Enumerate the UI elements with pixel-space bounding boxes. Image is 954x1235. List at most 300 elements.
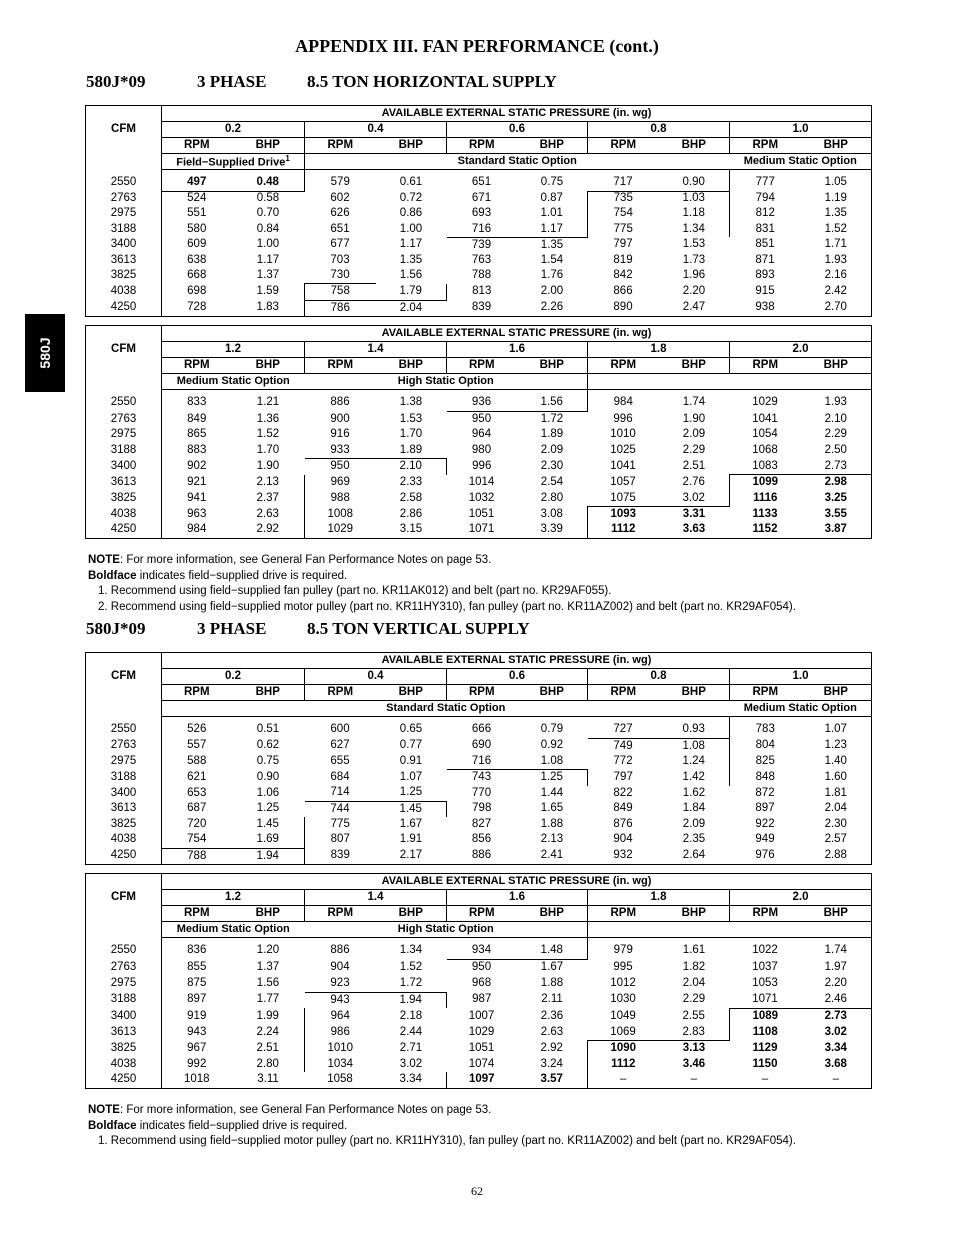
- bhp-value: –: [690, 1073, 698, 1086]
- rpm-value: 976: [755, 849, 775, 862]
- bhp-value: 3.68: [824, 1057, 847, 1070]
- bhp-value: 1.74: [682, 395, 706, 408]
- side-tab: [25, 314, 65, 392]
- bhp-value: 2.58: [399, 491, 423, 504]
- bhp-value: 1.52: [824, 222, 847, 235]
- bhp-value: 1.72: [540, 412, 564, 425]
- bhp-value: 1.52: [256, 428, 280, 441]
- bhp-value: 1.25: [517, 770, 588, 786]
- table-row: [86, 1024, 872, 1040]
- rpm-header: RPM: [447, 906, 517, 922]
- rpm-value: 964: [305, 1008, 376, 1024]
- table-row: [86, 191, 872, 207]
- rpm-value: 886: [330, 944, 350, 957]
- notes-vertical: [88, 1103, 796, 1150]
- pressure-header: 1.0: [730, 122, 872, 138]
- bhp-value: 1.67: [399, 817, 423, 830]
- bhp-value: 2.10: [376, 459, 447, 475]
- rpm-header: RPM: [447, 138, 517, 154]
- bhp-value: 2.92: [256, 523, 279, 536]
- bhp-value: 1.89: [540, 428, 564, 441]
- rpm-value: 728: [187, 301, 207, 314]
- bhp-value: 3.02: [659, 491, 730, 507]
- rpm-value: 588: [187, 755, 207, 768]
- bhp-value: 1.36: [256, 412, 280, 425]
- bhp-header: BHP: [659, 358, 730, 374]
- bhp-value: 1.17: [517, 222, 588, 238]
- pressure-header: 1.6: [447, 890, 588, 906]
- bhp-value: 1.70: [399, 428, 423, 441]
- bhp-value: 2.76: [682, 475, 705, 488]
- cfm-spacer: [86, 374, 162, 390]
- bhp-value: 3.34: [399, 1073, 422, 1086]
- bhp-value: 2.63: [540, 1025, 564, 1038]
- bhp-value: 1.88: [540, 977, 564, 990]
- rpm-value: 1129: [752, 1041, 778, 1054]
- section-phase: 3 PHASE: [197, 72, 267, 91]
- rpm-value: 1108: [730, 1024, 801, 1040]
- rpm-value: 916: [330, 428, 350, 441]
- note-label: NOTE: [88, 554, 120, 566]
- rpm-value: 653: [187, 786, 207, 799]
- rpm-value: 716: [471, 754, 492, 767]
- rpm-value: 557: [187, 739, 207, 752]
- bhp-value: 1.89: [399, 443, 423, 456]
- pressure-header: 2.0: [730, 342, 872, 358]
- bhp-value: 2.83: [659, 1024, 730, 1040]
- rpm-value: 1093: [588, 507, 659, 523]
- pressure-header: 2.0: [730, 890, 872, 906]
- table-row: [86, 738, 872, 754]
- cfm-value: 3400: [86, 1008, 162, 1024]
- bhp-header: BHP: [232, 685, 305, 701]
- rpm-value: 872: [755, 786, 775, 799]
- rpm-value: 739: [471, 238, 492, 251]
- rpm-value: 988: [305, 491, 376, 507]
- bhp-header: BHP: [659, 138, 730, 154]
- bhp-value: 1.05: [824, 175, 847, 188]
- rpm-value: 1089: [730, 1008, 801, 1024]
- boldface-label: Boldface: [88, 1119, 137, 1132]
- cfm-value: 3400: [86, 459, 162, 475]
- table-row: [86, 268, 872, 284]
- bhp-value: 3.57: [517, 1072, 588, 1088]
- rpm-header: RPM: [162, 685, 232, 701]
- rpm-value: 1022: [752, 944, 778, 957]
- bhp-value: 1.00: [256, 238, 280, 251]
- cfm-value: 3825: [86, 491, 162, 507]
- rpm-value: 1112: [588, 522, 659, 538]
- bhp-value: 2.10: [824, 412, 847, 425]
- bhp-value: 1.76: [540, 269, 564, 282]
- rpm-value: 855: [187, 961, 207, 974]
- table-row: [86, 1072, 872, 1088]
- bhp-value: 2.09: [682, 428, 706, 441]
- cfm-header: CFM: [86, 326, 162, 374]
- rpm-value: 698: [187, 285, 207, 298]
- rpm-value: 772: [613, 755, 633, 768]
- rpm-value: 783: [730, 717, 801, 739]
- rpm-value: 1090: [588, 1041, 659, 1057]
- bhp-value: 1.08: [682, 739, 705, 752]
- table-row: [86, 1057, 872, 1073]
- bhp-value: 2.04: [824, 802, 847, 815]
- rpm-value: 1097: [447, 1072, 517, 1088]
- table-row: [86, 207, 872, 222]
- rpm-value: 900: [330, 412, 350, 425]
- bhp-value: 1.18: [682, 207, 705, 220]
- bhp-value: 1.84: [682, 802, 706, 815]
- bhp-value: 2.55: [682, 1009, 705, 1022]
- bhp-value: 3.24: [540, 1057, 563, 1070]
- table-row: [86, 475, 872, 491]
- bhp-header: BHP: [801, 138, 872, 154]
- bhp-value: 2.98: [824, 476, 847, 489]
- note-line: [88, 1103, 796, 1119]
- bhp-value: 1.34: [399, 944, 423, 957]
- cfm-header: CFM: [86, 653, 162, 701]
- rpm-header: RPM: [305, 906, 376, 922]
- rpm-value: 1051: [468, 507, 495, 520]
- bhp-value: 0.75: [540, 175, 564, 188]
- rpm-value: 651: [330, 222, 350, 235]
- pressure-header: 1.0: [730, 669, 872, 685]
- bhp-value: 0.62: [256, 739, 280, 752]
- bhp-value: 1.91: [399, 833, 423, 846]
- bhp-value: 3.02: [399, 1057, 423, 1070]
- bhp-value: 2.29: [682, 443, 706, 456]
- bhp-value: 0.90: [659, 170, 730, 192]
- rpm-value: 831: [730, 222, 801, 238]
- bhp-value: 1.71: [824, 238, 847, 251]
- bhp-value: 1.08: [540, 754, 564, 767]
- rpm-header: RPM: [588, 358, 659, 374]
- rpm-value: 995: [613, 961, 633, 974]
- rpm-value: 1008: [305, 507, 376, 523]
- bhp-value: 1.17: [399, 238, 423, 251]
- bhp-value: 0.48: [232, 170, 305, 192]
- cfm-value: 2975: [86, 427, 162, 442]
- pressure-header: 0.6: [447, 669, 588, 685]
- bhp-value: 1.94: [256, 849, 279, 862]
- rpm-value: 687: [187, 802, 207, 815]
- bhp-value: 1.99: [256, 1009, 279, 1022]
- cfm-value: 2550: [86, 390, 162, 412]
- bhp-value: 2.13: [540, 833, 564, 846]
- rpm-value: 626: [330, 207, 350, 220]
- bhp-value: 3.46: [682, 1057, 706, 1070]
- rpm-value: 1049: [610, 1009, 636, 1022]
- bhp-value: 1.65: [540, 802, 564, 815]
- rpm-value: 980: [471, 443, 492, 456]
- cfm-spacer: [86, 922, 162, 938]
- bhp-value: 3.63: [682, 523, 706, 536]
- fan-performance-table-vertical-high: [85, 873, 872, 1089]
- rpm-value: 1058: [327, 1073, 353, 1086]
- rpm-value: 580: [187, 222, 207, 235]
- bhp-value: 1.23: [824, 739, 847, 752]
- bhp-value: 1.52: [399, 961, 423, 974]
- rpm-value: 1029: [305, 522, 376, 538]
- rpm-value: 1032: [468, 491, 495, 504]
- table-row: [86, 443, 872, 459]
- bhp-value: 1.90: [256, 459, 280, 472]
- bhp-header: BHP: [659, 906, 730, 922]
- bhp-value: 1.45: [256, 817, 279, 830]
- table-row: [86, 938, 872, 960]
- page-title: APPENDIX III. FAN PERFORMANCE (cont.): [295, 36, 659, 56]
- rpm-value: 904: [613, 833, 633, 846]
- rpm-value: 775: [613, 222, 633, 235]
- rpm-value: 984: [187, 523, 207, 536]
- bhp-value: 2.09: [682, 817, 706, 830]
- rpm-value: 1054: [752, 428, 778, 441]
- rpm-value: 1051: [468, 1041, 495, 1054]
- rpm-value: 986: [305, 1024, 376, 1040]
- rpm-value: 934: [447, 938, 517, 960]
- bhp-value: 2.04: [682, 977, 706, 990]
- table-row: [86, 491, 872, 507]
- notes-horizontal: [88, 553, 796, 615]
- bhp-value: 3.13: [682, 1042, 706, 1055]
- rpm-value: 996: [472, 459, 492, 472]
- bhp-value: 1.94: [376, 992, 447, 1008]
- drive-option-text: Medium Static Option: [176, 923, 290, 935]
- table-row: [86, 848, 872, 864]
- cfm-value: 2763: [86, 191, 162, 207]
- rpm-value: 915: [755, 285, 775, 298]
- rpm-value: 1053: [752, 977, 778, 990]
- rpm-value: 1029: [468, 1025, 495, 1038]
- cfm-value: 4038: [86, 284, 162, 300]
- bhp-value: 1.25: [399, 786, 423, 799]
- bhp-value: 2.04: [399, 301, 423, 314]
- bhp-value: 2.20: [682, 285, 706, 298]
- rpm-value: 1018: [183, 1073, 210, 1086]
- rpm-header: RPM: [305, 138, 376, 154]
- rpm-value: 963: [187, 507, 207, 520]
- bhp-value: 2.18: [399, 1009, 423, 1022]
- rpm-value: 932: [613, 849, 633, 862]
- note-line: [88, 553, 796, 569]
- cfm-value: 3825: [86, 1041, 162, 1057]
- rpm-value: 1071: [468, 523, 495, 536]
- drive-option-label: [162, 922, 305, 938]
- boldface-text: indicates field−supplied drive is required.: [136, 1119, 348, 1132]
- footnote-2: 2. Recommend using field−supplied motor pulley (part no. KR11HY310), fan pulley (part no. KR11AZ002) and belt (part no. KR29AF054).: [98, 600, 796, 613]
- table-row: [86, 1008, 872, 1024]
- rpm-value: 551: [187, 207, 207, 220]
- bhp-value: 1.67: [540, 961, 564, 974]
- section-description: 8.5 TON HORIZONTAL SUPPLY: [307, 72, 557, 91]
- rpm-value: 754: [588, 207, 659, 222]
- rpm-value: 933: [330, 443, 350, 456]
- side-tab-label: 580J: [37, 337, 53, 369]
- rpm-header: RPM: [305, 358, 376, 374]
- pressure-header: 0.2: [162, 669, 305, 685]
- rpm-value: 904: [330, 961, 350, 974]
- cfm-value: 4250: [86, 848, 162, 864]
- rpm-value: 797: [613, 770, 633, 783]
- rpm-value: 943: [187, 1025, 207, 1038]
- bhp-value: 2.88: [824, 849, 847, 862]
- rpm-value: 714: [330, 786, 350, 799]
- cfm-spacer: [86, 154, 162, 170]
- table-row: [86, 284, 872, 300]
- rpm-header: RPM: [588, 685, 659, 701]
- rpm-value: 996: [613, 412, 633, 425]
- rpm-value: 813: [472, 285, 492, 298]
- rpm-value: 833: [187, 395, 207, 408]
- cfm-value: 2975: [86, 207, 162, 222]
- bhp-value: 1.35: [540, 238, 564, 251]
- rpm-value: 627: [330, 739, 350, 752]
- bhp-header: BHP: [517, 906, 588, 922]
- bhp-value: 1.24: [682, 755, 705, 768]
- bhp-value: 2.70: [824, 301, 847, 314]
- rpm-value: 921: [187, 475, 207, 488]
- table-row: [86, 832, 872, 848]
- bhp-value: 2.30: [824, 817, 847, 830]
- bhp-header: BHP: [376, 138, 447, 154]
- rpm-value: 849: [187, 412, 207, 425]
- bhp-value: 1.70: [256, 443, 280, 456]
- table-row: [86, 411, 872, 427]
- table-row: [86, 801, 872, 817]
- rpm-value: 1029: [752, 395, 778, 408]
- rpm-value: 526: [187, 722, 207, 735]
- bhp-value: 1.07: [824, 722, 847, 735]
- rpm-value: 1014: [468, 475, 495, 488]
- table-row: [86, 960, 872, 976]
- rpm-value: 668: [187, 269, 207, 282]
- table-row: [86, 786, 872, 802]
- bhp-value: 2.11: [541, 993, 563, 1006]
- fan-performance-table-horizontal-low: [85, 105, 872, 317]
- bhp-header: BHP: [801, 358, 872, 374]
- table-row: [86, 390, 872, 412]
- bhp-value: 2.29: [824, 428, 847, 441]
- bhp-value: 3.08: [540, 507, 563, 520]
- bhp-value: 1.20: [256, 944, 280, 957]
- rpm-value: 1112: [588, 1057, 659, 1073]
- rpm-header: RPM: [588, 138, 659, 154]
- table-row: [86, 717, 872, 739]
- bhp-header: BHP: [232, 906, 305, 922]
- bhp-value: 2.17: [399, 849, 423, 862]
- rpm-value: 798: [472, 802, 492, 815]
- boldface-label: Boldface: [88, 569, 137, 582]
- bhp-value: 0.92: [540, 739, 564, 752]
- rpm-value: 524: [187, 192, 207, 205]
- table-row: [86, 427, 872, 442]
- rpm-value: 1074: [468, 1057, 495, 1070]
- rpm-value: 763: [471, 253, 492, 266]
- rpm-value: 992: [187, 1057, 207, 1070]
- bhp-value: 2.51: [682, 459, 706, 472]
- rpm-value: 788: [187, 849, 207, 862]
- rpm-value: 1068: [752, 443, 778, 456]
- bhp-value: 2.54: [540, 475, 564, 488]
- rpm-value: 897: [187, 993, 207, 1006]
- rpm-value: 839: [305, 848, 376, 864]
- bhp-value: 1.74: [824, 944, 847, 957]
- drive-option-label: [730, 701, 872, 717]
- note-text: : For more information, see General Fan Performance Notes on page 53.: [119, 1104, 492, 1116]
- fan-performance-table-horizontal-high: [85, 325, 872, 539]
- bhp-value: 0.79: [540, 722, 564, 735]
- drive-option-text: High Static Option: [397, 375, 494, 387]
- rpm-value: 579: [330, 175, 350, 188]
- drive-option-label: [162, 374, 305, 390]
- bhp-value: 3.02: [824, 1025, 847, 1038]
- bhp-value: 1.37: [256, 961, 280, 974]
- rpm-value: 836: [187, 944, 207, 957]
- page-number: 62: [471, 1184, 483, 1198]
- drive-option-text: Standard Static Option: [386, 702, 506, 714]
- rpm-value: 1071: [730, 992, 801, 1008]
- rpm-value: 941: [187, 491, 207, 504]
- cfm-value: 3188: [86, 770, 162, 786]
- rpm-value: 807: [305, 832, 376, 848]
- rpm-value: 876: [613, 817, 633, 830]
- rpm-value: 938: [755, 301, 775, 314]
- rpm-value: 842: [613, 269, 633, 282]
- cfm-spacer: [86, 701, 162, 717]
- table-row: [86, 170, 872, 192]
- bhp-value: 0.87: [540, 192, 563, 205]
- pressure-header: 0.2: [162, 122, 305, 138]
- bhp-value: 2.42: [824, 285, 847, 298]
- rpm-header: RPM: [730, 358, 801, 374]
- cfm-value: 2763: [86, 960, 162, 976]
- table-row: [86, 237, 872, 253]
- pressure-header: 0.6: [447, 122, 588, 138]
- rpm-value: 777: [730, 170, 801, 192]
- bhp-value: 1.21: [256, 395, 280, 408]
- rpm-header: RPM: [162, 138, 232, 154]
- bhp-value: 3.15: [399, 523, 423, 536]
- pressure-header: 1.6: [447, 342, 588, 358]
- rpm-value: 950: [305, 459, 376, 475]
- rpm-value: 727: [588, 717, 659, 739]
- bhp-value: 1.48: [517, 938, 588, 960]
- bhp-value: 1.44: [540, 786, 564, 799]
- footnote-1: 1. Recommend using field−supplied fan pulley (part no. KR11AK012) and belt (part no. KR29AF055).: [98, 585, 612, 597]
- rpm-value: 839: [471, 301, 492, 314]
- rpm-value: 497: [162, 170, 232, 192]
- table-row: [86, 522, 872, 538]
- bhp-value: 1.56: [256, 977, 280, 990]
- section-phase: 3 PHASE: [197, 619, 267, 638]
- bhp-value: 1.01: [540, 207, 563, 220]
- rpm-value: 775: [305, 817, 376, 832]
- table-row: [86, 976, 872, 992]
- rpm-header: RPM: [588, 906, 659, 922]
- bhp-value: 1.93: [824, 395, 847, 408]
- cfm-value: 3613: [86, 253, 162, 268]
- rpm-value: 758: [305, 284, 376, 300]
- rpm-value: 621: [187, 770, 207, 783]
- bhp-value: 1.81: [824, 786, 847, 799]
- bhp-value: 2.73: [824, 1009, 847, 1022]
- rpm-value: 1099: [730, 475, 801, 491]
- drive-option-text: Standard Static Option: [457, 155, 577, 167]
- bhp-value: 1.00: [399, 222, 423, 235]
- bhp-value: 1.77: [256, 993, 280, 1006]
- bhp-value: 1.17: [256, 253, 280, 266]
- drive-option-text: Medium Static Option: [743, 155, 857, 167]
